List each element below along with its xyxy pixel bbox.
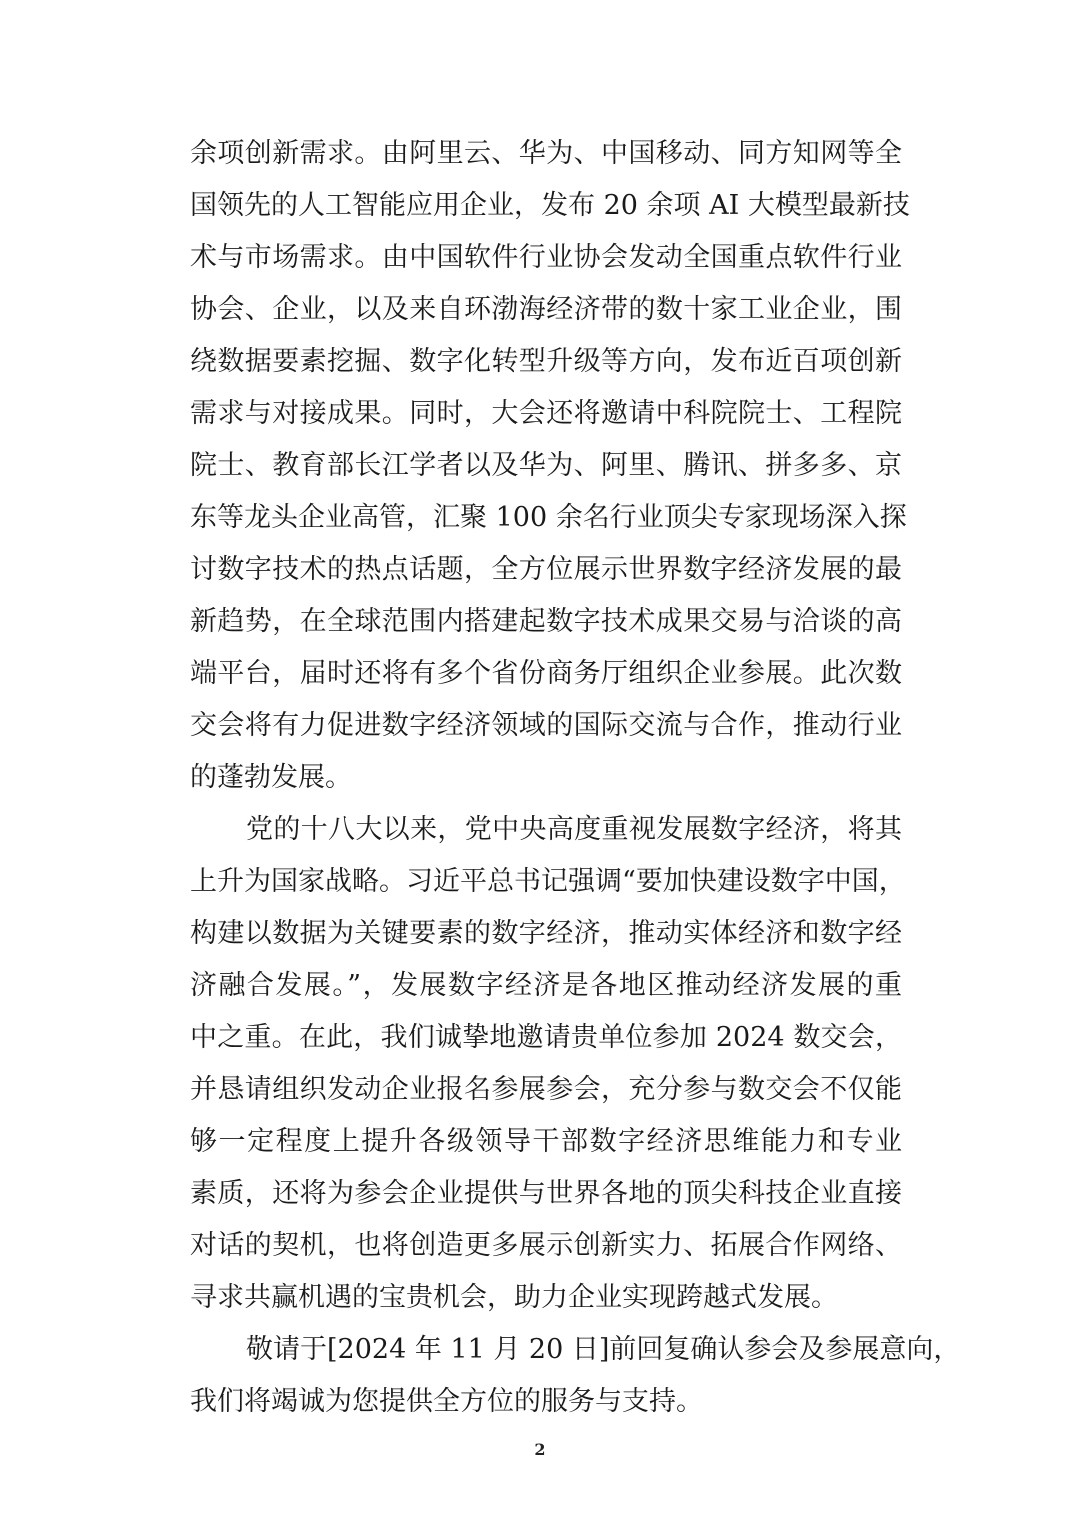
- text-line: 讨数字技术的热点话题，全方位展示世界数字经济发展的最: [190, 554, 902, 585]
- text-line: 上升为国家战略。习近平总书记强调“要加快建设数字中国，: [190, 866, 906, 897]
- text-line: 需求与对接成果。同时，大会还将邀请中科院院士、工程院: [190, 398, 902, 429]
- text-line: 术与市场需求。由中国软件行业协会发动全国重点软件行业: [190, 242, 902, 273]
- text-line: 端平台，届时还将有多个省份商务厅组织企业参展。此次数: [190, 658, 902, 689]
- text-line: 余项创新需求。由阿里云、华为、中国移动、同方知网等全: [190, 138, 902, 169]
- document-body: [190, 128, 961, 1428]
- text-line: 院士、教育部长江学者以及华为、阿里、腾讯、拼多多、京: [190, 450, 902, 481]
- text-line: 国领先的人工智能应用企业，发布 20 余项 AI 大模型最新技: [190, 190, 910, 221]
- text-line: 协会、企业，以及来自环渤海经济带的数十家工业企业，围: [190, 294, 902, 325]
- text-line: 东等龙头企业高管，汇聚 100 余名行业顶尖专家现场深入探: [190, 502, 907, 533]
- text-line: 中之重。在此，我们诚挚地邀请贵单位参加 2024 数交会，: [190, 1022, 902, 1053]
- text-line: 的蓬勃发展。: [190, 762, 352, 793]
- text-line: 我们将竭诚为您提供全方位的服务与支持。: [190, 1386, 703, 1417]
- text-line: 敬请于[2024 年 11 月 20 日]前回复确认参会及参展意向，: [246, 1334, 961, 1365]
- text-line: 新趋势，在全球范围内搭建起数字技术成果交易与洽谈的高: [190, 606, 902, 637]
- paragraph-exhibition-details: [190, 128, 910, 804]
- text-line: 寻求共赢机遇的宝贵机会，助力企业实现跨越式发展。: [190, 1282, 838, 1313]
- text-line: 济融合发展。”，发展数字经济是各地区推动经济发展的重: [190, 970, 902, 1001]
- text-line: 党的十八大以来，党中央高度重视发展数字经济，将其: [246, 814, 902, 845]
- text-line: 对话的契机，也将创造更多展示创新实力、拓展合作网络、: [190, 1230, 902, 1261]
- text-line: 素质，还将为参会企业提供与世界各地的顶尖科技企业直接: [190, 1178, 902, 1209]
- paragraph-digital-economy-strategy: [190, 804, 906, 1324]
- text-line: 绕数据要素挖掘、数字化转型升级等方向，发布近百项创新: [190, 346, 902, 377]
- text-line: 并恳请组织发动企业报名参展参会，充分参与数交会不仅能: [190, 1074, 902, 1105]
- text-line: 够一定程度上提升各级领导干部数字经济思维能力和专业: [190, 1126, 902, 1157]
- page-number: 2: [534, 1440, 546, 1459]
- paragraph-rsvp-request: [190, 1324, 961, 1428]
- text-line: 构建以数据为关键要素的数字经济，推动实体经济和数字经: [190, 918, 902, 949]
- text-line: 交会将有力促进数字经济领域的国际交流与合作，推动行业: [190, 710, 902, 741]
